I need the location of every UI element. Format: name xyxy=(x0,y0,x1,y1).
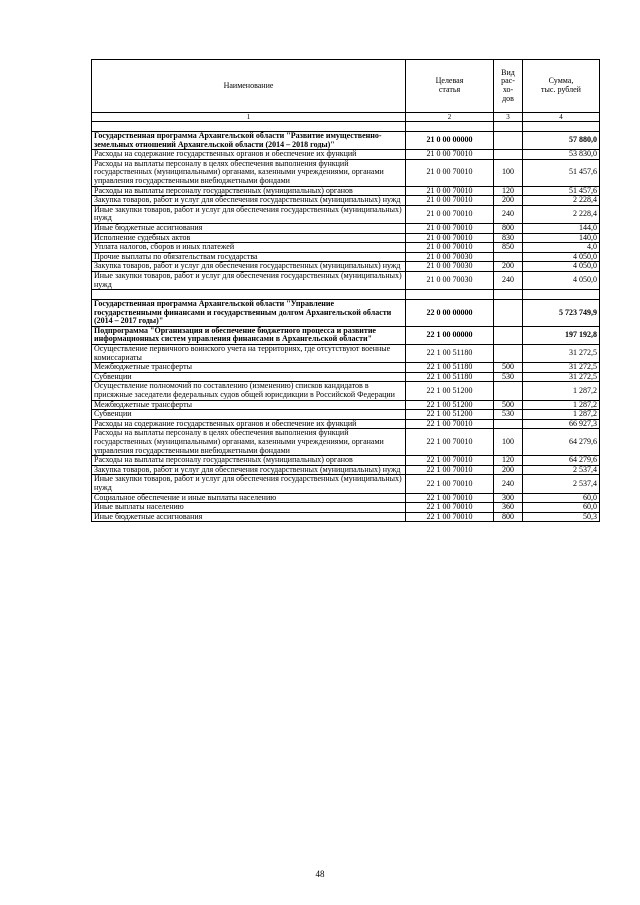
row-target-article: 22 1 00 70010 xyxy=(406,419,494,429)
row-name: Иные бюджетные ассигнования xyxy=(92,223,406,233)
table-row xyxy=(92,132,600,150)
row-expense-type: 120 xyxy=(494,186,523,196)
row-target-article xyxy=(406,122,494,132)
row-expense-type: 300 xyxy=(494,493,523,503)
table-row xyxy=(92,300,600,327)
row-expense-type: 530 xyxy=(494,410,523,420)
row-name: Межбюджетные трансферты xyxy=(92,363,406,373)
row-sum xyxy=(523,122,600,132)
row-sum: 197 192,8 xyxy=(523,326,600,344)
row-name: Уплата налогов, сборов и иных платежей xyxy=(92,243,406,253)
blank-row xyxy=(92,122,600,132)
row-sum: 1 287,2 xyxy=(523,382,600,400)
row-expense-type: 120 xyxy=(494,456,523,466)
row-sum xyxy=(523,290,600,300)
table-row xyxy=(92,512,600,522)
row-sum: 31 272,5 xyxy=(523,372,600,382)
row-sum: 51 457,6 xyxy=(523,159,600,186)
row-expense-type: 500 xyxy=(494,400,523,410)
row-name: Закупка товаров, работ и услуг для обеспечения государственных (муниципальных) нужд xyxy=(92,262,406,272)
row-name xyxy=(92,290,406,300)
row-target-article: 21 0 00 70030 xyxy=(406,262,494,272)
table-row xyxy=(92,382,600,400)
row-target-article: 21 0 00 70010 xyxy=(406,196,494,206)
table-row xyxy=(92,326,600,344)
row-expense-type: 200 xyxy=(494,465,523,475)
row-target-article: 22 1 00 70010 xyxy=(406,503,494,513)
row-name: Закупка товаров, работ и услуг для обеспечения государственных (муниципальных) нужд xyxy=(92,465,406,475)
row-name: Иные выплаты населению xyxy=(92,503,406,513)
row-expense-type xyxy=(494,419,523,429)
row-name: Закупка товаров, работ и услуг для обеспечения государственных (муниципальных) нужд xyxy=(92,196,406,206)
row-target-article: 21 0 00 70010 xyxy=(406,233,494,243)
row-sum: 57 880,0 xyxy=(523,132,600,150)
table-row xyxy=(92,475,600,493)
table-row xyxy=(92,150,600,160)
row-target-article: 22 1 00 51200 xyxy=(406,382,494,400)
row-sum: 31 272,5 xyxy=(523,363,600,373)
row-sum: 4,0 xyxy=(523,243,600,253)
table-row xyxy=(92,243,600,253)
row-sum: 50,3 xyxy=(523,512,600,522)
row-target-article: 22 1 00 70010 xyxy=(406,429,494,456)
row-sum: 144,0 xyxy=(523,223,600,233)
row-expense-type: 500 xyxy=(494,363,523,373)
row-sum: 5 723 749,9 xyxy=(523,300,600,327)
row-name: Государственная программа Архангельской области "Развитие имущественно-земельных отношений Архангельской области (2014 – 2018 годы)" xyxy=(92,132,406,150)
row-name: Субвенции xyxy=(92,410,406,420)
row-name: Расходы на выплаты персоналу государственных (муниципальных) органов xyxy=(92,456,406,466)
row-name: Межбюджетные трансферты xyxy=(92,400,406,410)
row-expense-type xyxy=(494,300,523,327)
table-row xyxy=(92,456,600,466)
row-expense-type xyxy=(494,150,523,160)
header-target-article: Целевая статья xyxy=(406,60,494,113)
table-row xyxy=(92,410,600,420)
row-target-article: 22 1 00 51180 xyxy=(406,345,494,363)
row-expense-type xyxy=(494,132,523,150)
row-expense-type xyxy=(494,122,523,132)
row-name: Расходы на выплаты персоналу в целях обеспечения выполнения функций государственных (муниципальными) органами, казенными учреждениями, органами управления государственными внебюджетными фондами xyxy=(92,159,406,186)
row-name: Иные закупки товаров, работ и услуг для обеспечения государственных (муниципальных) нужд xyxy=(92,475,406,493)
row-sum: 1 287,2 xyxy=(523,400,600,410)
row-expense-type xyxy=(494,345,523,363)
row-sum: 66 927,3 xyxy=(523,419,600,429)
table-header-row xyxy=(92,60,600,113)
table-row xyxy=(92,345,600,363)
header-name: Наименование xyxy=(92,60,406,113)
row-sum: 2 537,4 xyxy=(523,475,600,493)
row-expense-type: 830 xyxy=(494,233,523,243)
row-expense-type: 360 xyxy=(494,503,523,513)
row-expense-type: 800 xyxy=(494,512,523,522)
table-row xyxy=(92,400,600,410)
row-sum: 1 287,2 xyxy=(523,410,600,420)
row-expense-type xyxy=(494,326,523,344)
row-sum: 4 050,0 xyxy=(523,271,600,289)
row-target-article: 21 0 00 70010 xyxy=(406,186,494,196)
row-expense-type xyxy=(494,290,523,300)
row-target-article: 22 0 00 00000 xyxy=(406,300,494,327)
row-expense-type: 800 xyxy=(494,223,523,233)
row-name: Социальное обеспечение и иные выплаты населению xyxy=(92,493,406,503)
row-name: Расходы на содержание государственных органов и обеспечение их функций xyxy=(92,419,406,429)
page-number: 48 xyxy=(315,869,325,879)
budget-table xyxy=(91,59,600,522)
row-sum: 4 050,0 xyxy=(523,262,600,272)
row-sum: 51 457,6 xyxy=(523,186,600,196)
row-expense-type: 100 xyxy=(494,159,523,186)
header-sum: Сумма, тыс. рублей xyxy=(523,60,600,113)
row-expense-type: 100 xyxy=(494,429,523,456)
row-name: Иные бюджетные ассигнования xyxy=(92,512,406,522)
row-expense-type: 200 xyxy=(494,196,523,206)
row-target-article: 22 1 00 70010 xyxy=(406,475,494,493)
table-row xyxy=(92,429,600,456)
row-expense-type: 240 xyxy=(494,475,523,493)
row-target-article: 21 0 00 00000 xyxy=(406,132,494,150)
row-target-article: 22 1 00 70010 xyxy=(406,512,494,522)
row-name xyxy=(92,122,406,132)
blank-row xyxy=(92,290,600,300)
row-sum: 2 228,4 xyxy=(523,205,600,223)
table-row xyxy=(92,223,600,233)
column-number: 3 xyxy=(494,113,523,122)
table-row xyxy=(92,196,600,206)
row-sum: 64 279,6 xyxy=(523,429,600,456)
row-name: Иные закупки товаров, работ и услуг для обеспечения государственных (муниципальных) нужд xyxy=(92,271,406,289)
row-name: Государственная программа Архангельской области "Управление государственными финансами и государственным долгом Архангельской области (2014 – 2017 годы)" xyxy=(92,300,406,327)
row-target-article xyxy=(406,290,494,300)
row-target-article: 22 1 00 70010 xyxy=(406,456,494,466)
row-sum: 60,0 xyxy=(523,493,600,503)
row-sum: 60,0 xyxy=(523,503,600,513)
row-sum: 2 228,4 xyxy=(523,196,600,206)
row-name: Иные закупки товаров, работ и услуг для обеспечения государственных (муниципальных) нужд xyxy=(92,205,406,223)
row-sum: 64 279,6 xyxy=(523,456,600,466)
row-name: Расходы на выплаты персоналу государственных (муниципальных) органов xyxy=(92,186,406,196)
row-name: Расходы на содержание государственных органов и обеспечение их функций xyxy=(92,150,406,160)
row-name: Исполнение судебных актов xyxy=(92,233,406,243)
table-row xyxy=(92,159,600,186)
column-number: 4 xyxy=(523,113,600,122)
row-target-article: 21 0 00 70010 xyxy=(406,243,494,253)
row-expense-type xyxy=(494,382,523,400)
row-target-article: 22 1 00 51200 xyxy=(406,400,494,410)
row-expense-type: 530 xyxy=(494,372,523,382)
row-name: Прочие выплаты по обязательствам государства xyxy=(92,252,406,262)
row-target-article: 22 1 00 51180 xyxy=(406,372,494,382)
row-target-article: 22 1 00 51200 xyxy=(406,410,494,420)
row-target-article: 21 0 00 70010 xyxy=(406,223,494,233)
row-target-article: 22 1 00 70010 xyxy=(406,465,494,475)
row-sum: 140,0 xyxy=(523,233,600,243)
row-target-article: 22 1 00 70010 xyxy=(406,493,494,503)
row-expense-type: 240 xyxy=(494,205,523,223)
row-target-article: 22 1 00 51180 xyxy=(406,363,494,373)
row-name: Осуществление первичного воинского учета на территориях, где отсутствуют военные комиссариаты xyxy=(92,345,406,363)
header-expense-type: Вид рас- хо- дов xyxy=(494,60,523,113)
row-sum: 4 050,0 xyxy=(523,252,600,262)
table-row xyxy=(92,271,600,289)
row-sum: 53 830,0 xyxy=(523,150,600,160)
row-name: Осуществление полномочий по составлению (изменению) списков кандидатов в присяжные заседатели федеральных судов общей юрисдикции в Российской Федерации xyxy=(92,382,406,400)
row-target-article: 21 0 00 70030 xyxy=(406,271,494,289)
column-number: 2 xyxy=(406,113,494,122)
row-target-article: 21 0 00 70010 xyxy=(406,205,494,223)
row-expense-type: 240 xyxy=(494,271,523,289)
column-number: 1 xyxy=(92,113,406,122)
row-target-article: 21 0 00 70010 xyxy=(406,150,494,160)
table-row xyxy=(92,503,600,513)
row-expense-type: 850 xyxy=(494,243,523,253)
table-row xyxy=(92,363,600,373)
column-number-row xyxy=(92,113,600,122)
row-target-article: 21 0 00 70010 xyxy=(406,159,494,186)
row-name: Субвенции xyxy=(92,372,406,382)
row-name: Расходы на выплаты персоналу в целях обеспечения выполнения функций государственных (муниципальными) органами, казенными учреждениями, органами управления государственными внебюджетными фондами xyxy=(92,429,406,456)
table-body xyxy=(92,122,600,522)
row-target-article: 22 1 00 00000 xyxy=(406,326,494,344)
row-name: Подпрограмма "Организация и обеспечение бюджетного процесса и развитие информационных систем управления финансами в Архангельской области" xyxy=(92,326,406,344)
row-sum: 31 272,5 xyxy=(523,345,600,363)
table-row xyxy=(92,205,600,223)
row-sum: 2 537,4 xyxy=(523,465,600,475)
table-row xyxy=(92,262,600,272)
row-expense-type: 200 xyxy=(494,262,523,272)
row-target-article: 21 0 00 70030 xyxy=(406,252,494,262)
